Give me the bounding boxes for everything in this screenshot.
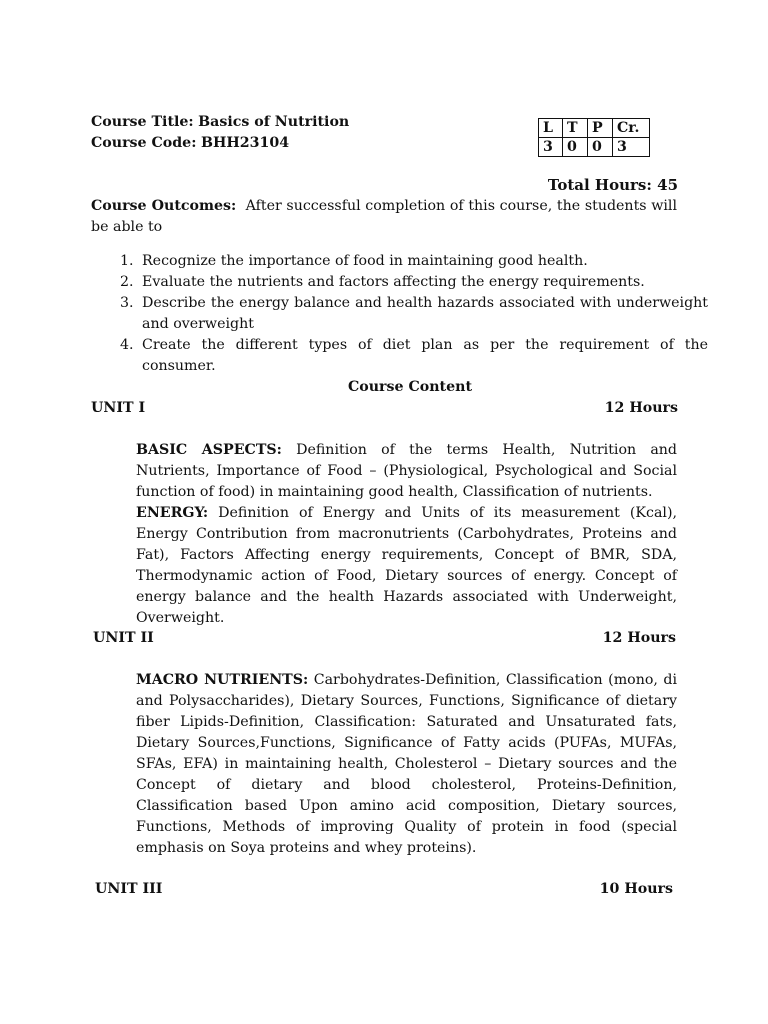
ltp-value-row — [539, 138, 650, 157]
unit-3-hours: 10 Hours — [599, 881, 673, 897]
ltp-credits-table — [538, 118, 650, 157]
list-item-text: Describe the energy balance and health hazards associated with underweight and overweight — [142, 295, 708, 332]
list-item-number: 4. — [120, 337, 134, 353]
ltp-value-cr: 3 — [613, 138, 650, 157]
ltp-header-cr: Cr. — [613, 119, 650, 138]
ltp-header-t: T — [563, 119, 588, 138]
unit-1-hours: 12 Hours — [604, 400, 678, 416]
course-outcomes-intro — [91, 196, 677, 238]
paragraph-text: Carbohydrates-Definition, Classification (mono, di and Polysaccharides), Dietary Sources, Functions, Significance of dietary fiber Lipids-Definition, Classification: Saturated and Unsaturated fats, Dietary Sources,Functions, Significance of Fatty acids (PUFAs, MUFAs, SFAs, EFA) in maintaining health, Cholesterol – Dietary sources and the Concept of dietary and blood cholesterol, Proteins-Definition, Classification based Upon amino acid composition, Dietary sources, Functions, Methods of improving Quality of protein in food (special emphasis on Soya proteins and whey proteins). — [136, 672, 677, 856]
unit-2-hours: 12 Hours — [602, 630, 676, 646]
unit-1-basic-aspects — [136, 440, 677, 503]
course-title-label: Course Title: — [91, 114, 194, 130]
outcomes-list — [111, 251, 708, 377]
paragraph-heading: BASIC ASPECTS: — [136, 442, 282, 458]
list-item-text: Evaluate the nutrients and factors affecting the energy requirements. — [142, 274, 645, 290]
course-outcomes-label: Course Outcomes: — [91, 198, 237, 214]
unit-1-energy — [136, 503, 677, 629]
course-content-heading: Course Content — [347, 379, 473, 395]
list-item-number: 1. — [120, 253, 134, 269]
list-item-number: 3. — [120, 295, 134, 311]
course-code-label: Course Code: — [91, 135, 197, 151]
unit-3-name: UNIT III — [95, 881, 163, 897]
unit-2-name: UNIT II — [93, 630, 154, 646]
ltp-value-l: 3 — [539, 138, 563, 157]
ltp-header-p: P — [588, 119, 613, 138]
ltp-header-l: L — [539, 119, 563, 138]
course-outcomes-text: After successful completion of this course, the students will be able to — [91, 198, 677, 235]
ltp-header-row — [539, 119, 650, 138]
list-item-text: Recognize the importance of food in maintaining good health. — [142, 253, 588, 269]
list-item-text: Create the different types of diet plan as per the requirement of the consumer. — [142, 337, 708, 374]
paragraph-text: Definition of Energy and Units of its measurement (Kcal), Energy Contribution from macronutrients (Carbohydrates, Proteins and Fat), Factors Affecting energy requirements, Concept of BMR, SDA, Thermodynamic action of Food, Dietary sources of energy. Concept of energy balance and the health Hazards associated with Underweight, Overweight. — [136, 505, 677, 626]
list-item-number: 2. — [120, 274, 134, 290]
paragraph-heading: MACRO NUTRIENTS: — [136, 672, 309, 688]
unit-2-macro-nutrients — [136, 670, 677, 859]
course-code — [91, 133, 289, 154]
list-item — [120, 335, 708, 377]
paragraph-text: Definition of the terms Health, Nutrition and Nutrients, Importance of Food – (Physiological, Psychological and Social function of food) in maintaining good health, Classification of nutrients. — [136, 442, 677, 500]
total-hours: Total Hours: 45 — [547, 176, 678, 194]
list-item — [120, 293, 708, 335]
course-code-value: BHH23104 — [200, 135, 290, 151]
list-item — [120, 272, 708, 293]
course-title-value: Basics of Nutrition — [198, 114, 350, 130]
paragraph-heading: ENERGY: — [136, 505, 209, 521]
ltp-value-p: 0 — [588, 138, 613, 157]
unit-1-name: UNIT I — [91, 400, 146, 416]
list-item — [120, 251, 708, 272]
course-title — [91, 112, 349, 133]
ltp-value-t: 0 — [563, 138, 588, 157]
